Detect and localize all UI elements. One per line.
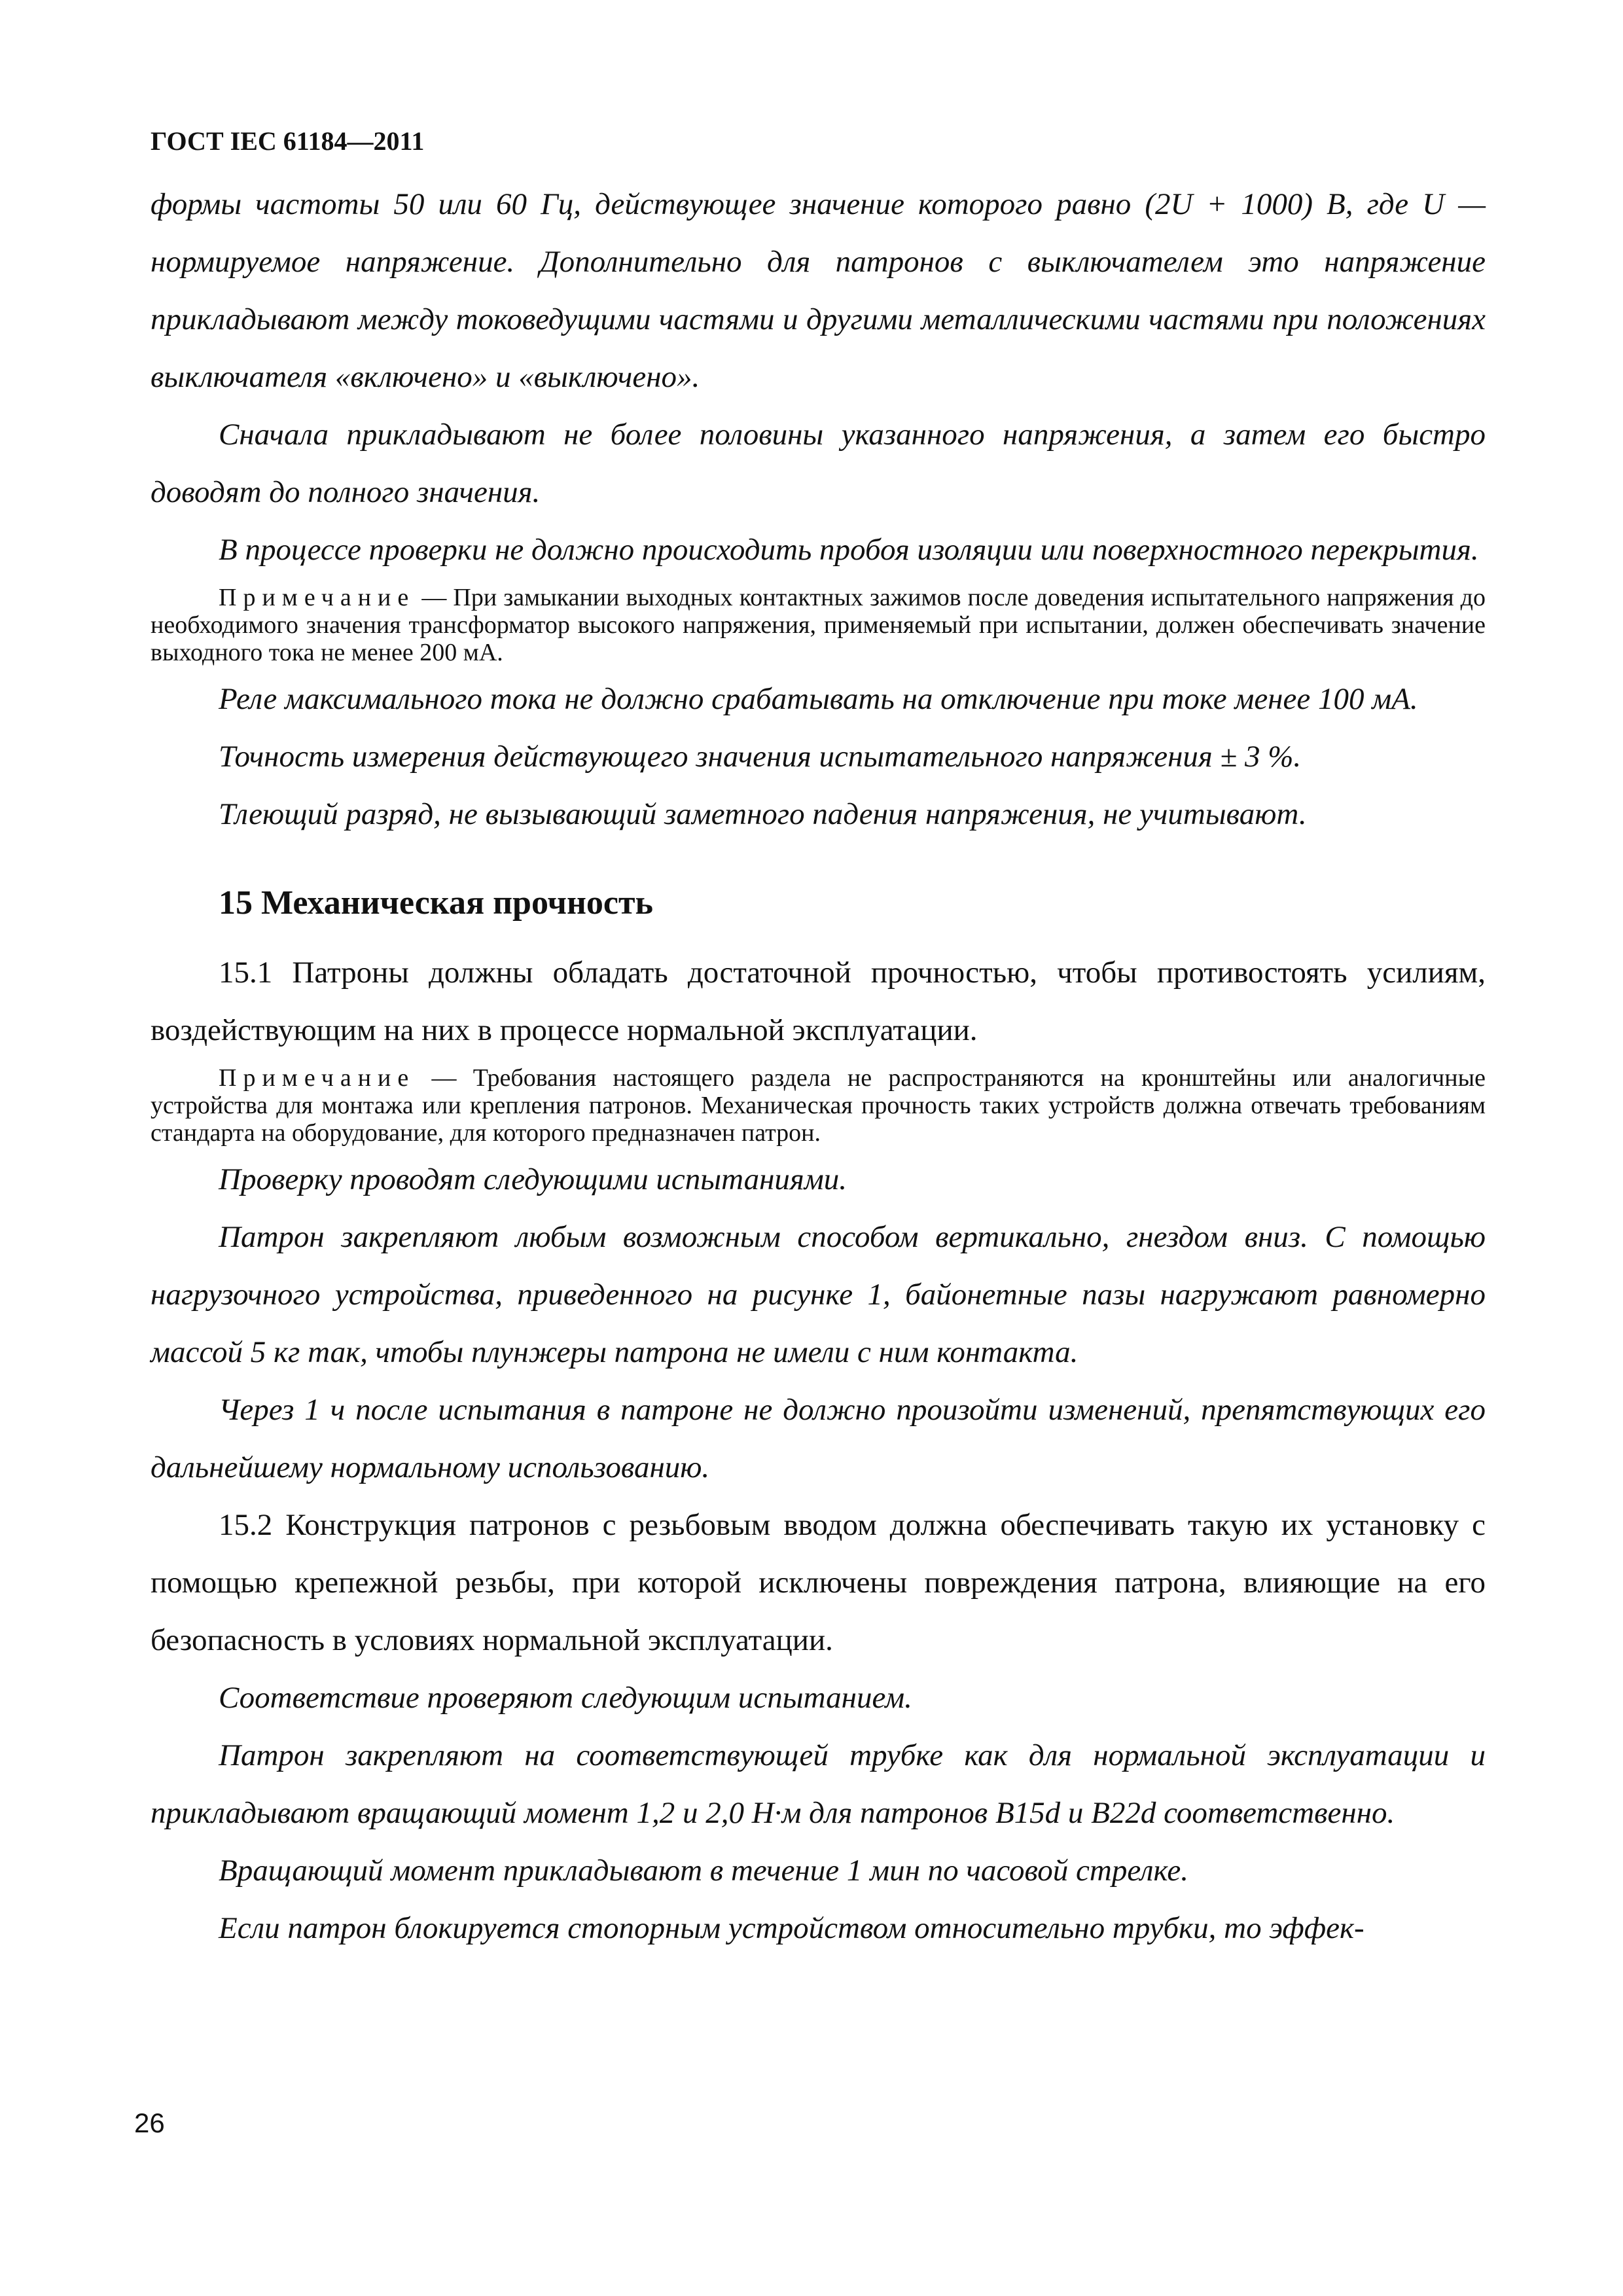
paragraph: 15.1 Патроны должны обладать достаточной прочностью, чтобы противостоять усилиям, воздействующим на них в процессе нормальной эксплуатации. — [151, 956, 1486, 1047]
paragraph: Проверку проводят следующими испытаниями. — [219, 1162, 847, 1196]
paragraph: Сначала прикладывают не более половины указанного напряжения, а затем его быстро доводят до полного значения. — [151, 418, 1486, 509]
note-label: Примечание — [219, 1064, 416, 1092]
page-number: 26 — [134, 2108, 165, 2138]
section-heading: 15 Механическая прочность — [219, 884, 654, 922]
paragraph: Реле максимального тока не должно срабатывать на отключение при токе менее 100 мА. — [219, 682, 1418, 716]
paragraph: Патрон закрепляют на соответствующей трубке как для нормальной эксплуатации и прикладывают вращающий момент 1,2 и 2,0 Н·м для патронов B15d и B22d соответственно. — [151, 1738, 1486, 1830]
note-text: — Требования настоящего раздела не распространяются на кронштейны или аналогичные устройства для монтажа или крепления патронов. Механическая прочность таких устройств должна отвечать требованиям стандарта на оборудование, для которого предназначен патрон. — [151, 1064, 1486, 1147]
paragraph: Через 1 ч после испытания в патроне не должно произойти изменений, препятствующих его дальнейшему нормальному использованию. — [151, 1393, 1486, 1484]
paragraph: 15.2 Конструкция патронов с резьбовым вводом должна обеспечивать такую их установку с помощью крепежной резьбы, при которой исключены повреждения патрона, влияющие на его безопасность в условиях нормальной эксплуатации. — [151, 1508, 1486, 1657]
paragraph: Патрон закрепляют любым возможным способом вертикально, гнездом вниз. С помощью нагрузочного устройства, приведенного на рисунке 1, байонетные пазы нагружают равномерно массой 5 кг так, чтобы плунжеры патрона не имели с ним контакта. — [151, 1220, 1486, 1369]
paragraph: формы частоты 50 или 60 Гц, действующее значение которого равно (2U + 1000) В, где U — нормируемое напряжение. Дополнительно для патронов с выключателем это напряжение прикладывают между токоведущими частями и другими металлическими частями при положениях выключателя «включено» и «выключено». — [151, 187, 1486, 394]
note-label: Примечание — [219, 584, 416, 611]
paragraph: Вращающий момент прикладывают в течение 1 мин по часовой стрелке. — [219, 1854, 1188, 1888]
paragraph: Соответствие проверяют следующим испытанием. — [219, 1681, 912, 1715]
note-text: — При замыкании выходных контактных зажимов после доведения испытательного напряжения до необходимого значения трансформатор высокого напряжения, применяемый при испытании, должен обеспечивать значение выходного тока не менее 200 мА. — [151, 584, 1486, 666]
paragraph: Точность измерения действующего значения испытательного напряжения ± 3 %. — [219, 740, 1302, 774]
document-header: ГОСТ IEC 61184—2011 — [151, 126, 425, 156]
note — [151, 584, 1486, 666]
page-content — [151, 175, 1486, 1957]
paragraph: В процессе проверки не должно происходить пробоя изоляции или поверхностного перекрытия. — [219, 533, 1479, 567]
note — [151, 1064, 1486, 1147]
paragraph: Тлеющий разряд, не вызывающий заметного падения напряжения, не учитывают. — [219, 797, 1307, 831]
paragraph: Если патрон блокируется стопорным устройством относительно трубки, то эффек- — [219, 1911, 1364, 1945]
